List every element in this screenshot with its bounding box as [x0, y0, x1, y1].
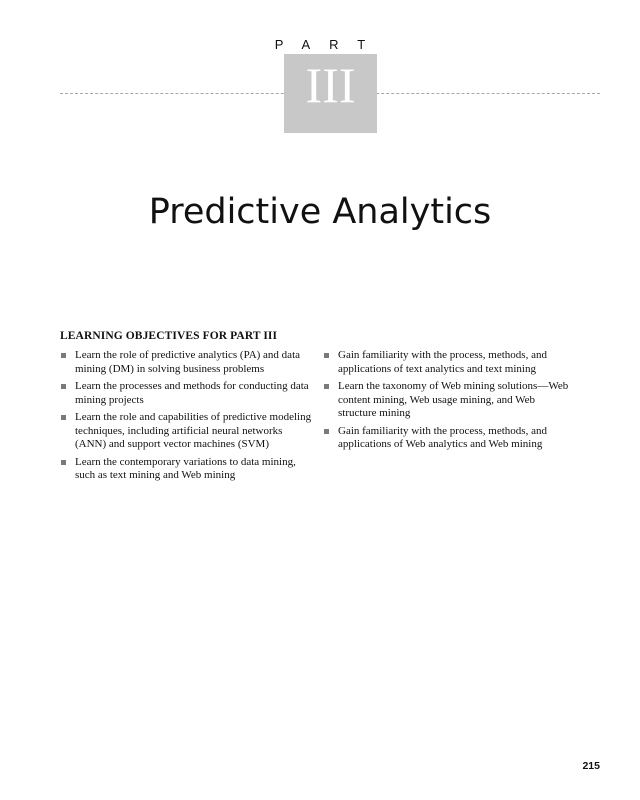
part-label: PART	[274, 37, 385, 52]
list-item	[60, 456, 312, 483]
list-item	[323, 349, 573, 376]
objectives-list-left	[60, 349, 312, 487]
list-item	[60, 349, 312, 376]
objective-text: Gain familiarity with the process, methods, and applications of text analytics and text mining	[338, 349, 547, 375]
objectives-list-right	[323, 349, 573, 456]
square-bullet-icon	[61, 384, 66, 389]
square-bullet-icon	[324, 353, 329, 358]
objective-text: Learn the contemporary variations to data mining, such as text mining and Web mining	[75, 455, 296, 481]
square-bullet-icon	[324, 384, 329, 389]
square-bullet-icon	[324, 429, 329, 434]
part-numeral-box	[284, 54, 377, 133]
list-item	[60, 411, 312, 452]
list-item	[323, 380, 573, 421]
objective-text: Learn the taxonomy of Web mining solutions—Web content mining, Web usage mining, and Web structure mining	[338, 380, 569, 419]
objective-text: Learn the role and capabilities of predictive modeling techniques, including artificial neural networks (ANN) and support vector machines (SVM)	[75, 411, 312, 450]
objective-text: Learn the role of predictive analytics (PA) and data mining (DM) in solving business problems	[75, 349, 301, 375]
square-bullet-icon	[61, 415, 66, 420]
objective-text: Gain familiarity with the process, methods, and applications of Web analytics and Web mining	[338, 424, 547, 450]
page-number: 215	[582, 760, 600, 772]
objectives-heading: LEARNING OBJECTIVES FOR PART III	[60, 330, 278, 342]
objective-text: Learn the processes and methods for conducting data mining projects	[75, 380, 309, 406]
list-item	[323, 425, 573, 452]
list-item	[60, 380, 312, 407]
square-bullet-icon	[61, 460, 66, 465]
part-numeral: III	[305, 57, 356, 113]
page-title: Predictive Analytics	[148, 192, 492, 233]
square-bullet-icon	[61, 353, 66, 358]
